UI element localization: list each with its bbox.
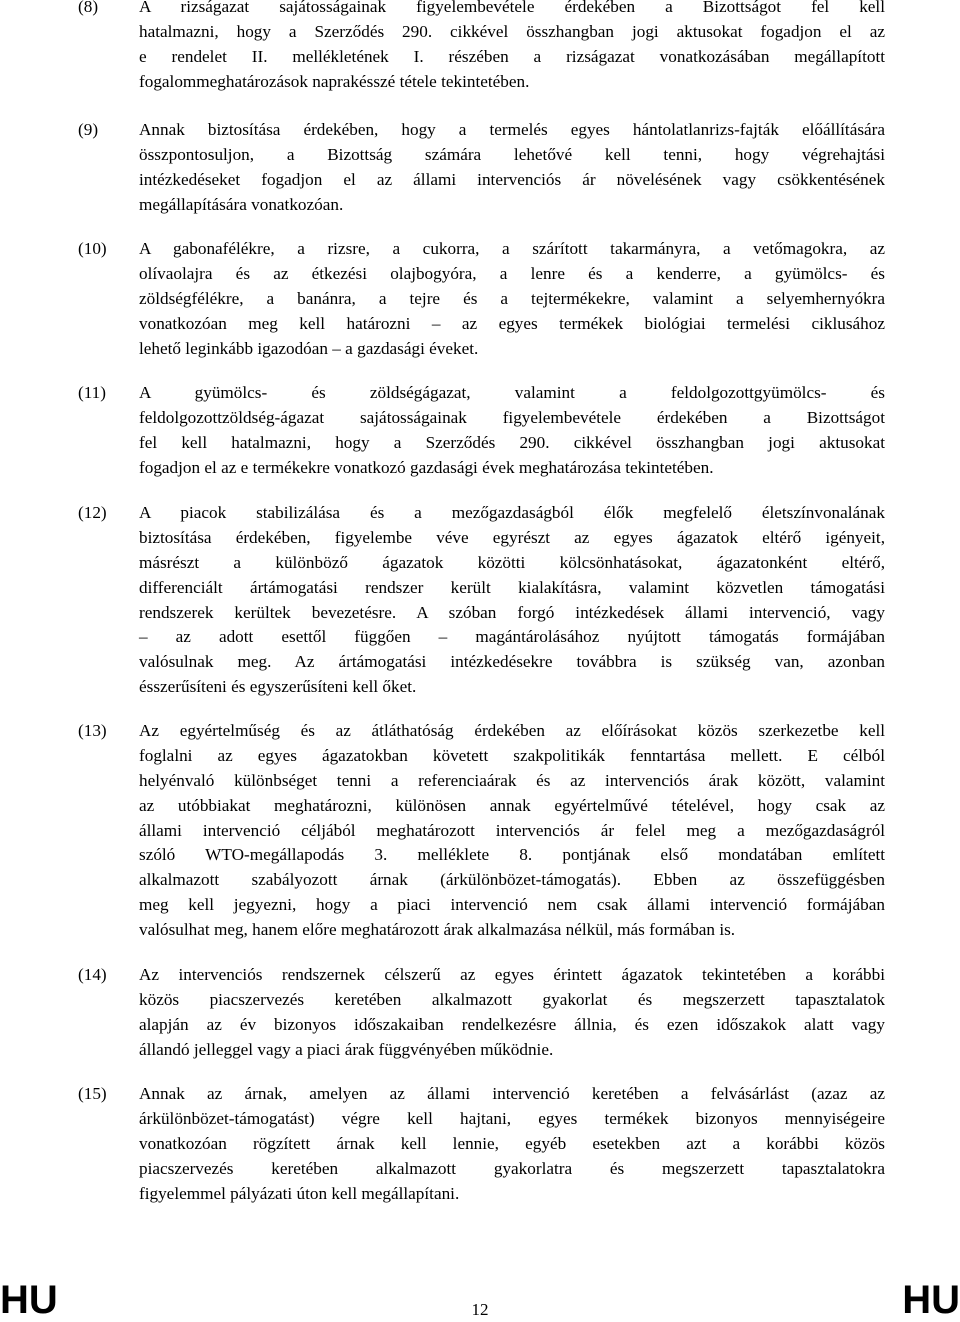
footer-language-code-right: HU: [902, 1278, 960, 1322]
recital-text: [139, 719, 885, 943]
text-line: fel kell hatalmazni, hogy a Szerződés 290. cikkével összhangban jogi aktusokat: [139, 432, 885, 452]
text-line: lehető leginkább igazodóan – a gazdasági éveket.: [139, 338, 479, 358]
recital-number: (8): [78, 0, 99, 16]
text-line: biztosítása érdekében, figyelembe véve egyrészt az egyes ágazatok eltérő igényeit,: [139, 527, 885, 547]
text-line: árkülönbözet-támogatást) végre kell hajtani, egyes termékek bizonyos mennyiségeire: [139, 1108, 885, 1128]
text-line: intézkedéseket fogadjon el az állami intervenciós ár növelésének vagy csökkentésének: [139, 169, 885, 189]
recital-text: [139, 963, 885, 1063]
text-line: ésszerűsíteni és egyszerűsíteni kell őket.: [139, 677, 417, 697]
text-line: Az egyértelműség és az átláthatóság érdekében az előírásokat közös szerkezetbe kell: [139, 721, 885, 740]
text-line: közös piacszervezés keretében alkalmazott gyakorlat és megszerzett tapasztalatok: [139, 989, 885, 1009]
text-line: differenciált ártámogatási rendszer került kialakításra, valamint közvetlen támogatási: [139, 577, 885, 597]
text-line: az utóbbiakat meghatározni, különösen annak egyértelművé tételével, hogy csak az: [139, 795, 885, 815]
text-line: A gyümölcs- és zöldségágazat, valamint a feldolgozottgyümölcs- és: [139, 383, 885, 402]
text-line: – az adott esettől függően – magántárolásához nyújtott támogatás formájában: [139, 627, 885, 647]
text-line: meg kell jegyezni, hogy a piaci intervenció nem csak állami intervenció formájában: [139, 895, 885, 915]
text-line: összpontosuljon, a Bizottság számára lehetővé kell tenni, hogy végrehajtási: [139, 144, 885, 164]
text-line: Annak az árnak, amelyen az állami intervenció keretében a felvásárlást (azaz az: [139, 1084, 885, 1103]
recital-number: (15): [78, 1084, 107, 1103]
text-line: helyénvaló különbséget tenni a referenciaárak és az intervenciós árak között, valamint: [139, 770, 885, 790]
recital-text: [139, 118, 885, 218]
text-line: fogadjon el az e termékekre vonatkozó gazdasági évek meghatározása tekintetében.: [139, 457, 714, 477]
text-line: vonatkozóan meg kell határozni – az egyes termékek biológiai termelési ciklusához: [139, 313, 885, 333]
recital-number: (14): [78, 965, 107, 984]
recital-number: (12): [78, 503, 107, 522]
text-line: figyelemmel pályázati úton kell megállapítani.: [139, 1183, 460, 1203]
recital-number: (11): [78, 383, 106, 402]
recital-number: (10): [78, 239, 107, 258]
text-line: piacszervezés keretében alkalmazott gyakorlatra és megszerzett tapasztalatokra: [139, 1158, 885, 1178]
text-line: Annak biztosítása érdekében, hogy a termelés egyes hántolatlanrizs-fajták előállítására: [139, 120, 885, 139]
text-line: foglalni az egyes ágazatokban követett szakpolitikák fenntartása mellett. E célból: [139, 745, 885, 765]
text-line: hatalmazni, hogy a Szerződés 290. cikkével összhangban jogi aktusokat fogadjon el az: [139, 21, 885, 41]
text-line: A piacok stabilizálása és a mezőgazdaságból élők megfelelő életszínvonalának: [139, 503, 885, 522]
recital-text: [139, 237, 885, 361]
text-line: másrészt a különböző ágazatok közötti kölcsönhatásokat, ágazatonként eltérő,: [139, 552, 885, 572]
recital-text: [139, 1082, 885, 1206]
text-line: szóló WTO-megállapodás 3. melléklete 8. pontjának első mondatában említett: [139, 845, 885, 865]
text-line: alapján az év bizonyos időszakaiban rendelkezésre állnia, és ezen időszakok alatt vagy: [139, 1014, 885, 1034]
text-line: zöldségfélékre, a banánra, a tejre és a tejtermékekre, valamint a selyemhernyókra: [139, 288, 885, 308]
footer-language-code-left: HU: [0, 1278, 58, 1322]
text-line: A rizságazat sajátosságainak figyelembevétele érdekében a Bizottságot fel kell: [139, 0, 885, 16]
text-line: alkalmazott szabályozott árnak (árkülönbözet-támogatás). Ebben az összefüggésben: [139, 870, 885, 890]
text-line: állami intervenció céljából meghatározott intervenciós ár felel meg a mezőgazdaságról: [139, 820, 885, 840]
text-line: fogalommeghatározások naprakésszé tétele tekintetében.: [139, 71, 530, 91]
recital-text: [139, 381, 885, 481]
text-line: A gabonafélékre, a rizsre, a cukorra, a szárított takarmányra, a vetőmagokra, az: [139, 239, 885, 258]
text-line: vonatkozóan rögzített árnak kell lennie, egyéb esetekben azt a korábbi közös: [139, 1133, 885, 1153]
recital-text: [139, 0, 885, 95]
page-number: 12: [471, 1300, 489, 1319]
recital-number: (13): [78, 721, 107, 740]
text-line: rendszerek kerültek bevezetésre. A szóban forgó intézkedések állami intervenció, vagy: [139, 602, 885, 622]
recital-number: (9): [78, 120, 99, 139]
text-line: e rendelet II. mellékletének I. részében a rizságazat vonatkozásában megállapított: [139, 46, 885, 66]
text-line: feldolgozottzöldség-ágazat sajátosságainak figyelembevétele érdekében a Bizottságot: [139, 407, 885, 427]
text-line: olívaolajra és az étkezési olajbogyóra, a lenre és a kenderre, a gyümölcs- és: [139, 263, 885, 283]
text-line: állandó jelleggel vagy a piaci árak függvényében működnie.: [139, 1039, 554, 1059]
text-line: valósulnak meg. Az ártámogatási intézkedésekre továbbra is szükség van, azonban: [139, 652, 885, 672]
text-line: Az intervenciós rendszernek célszerű az egyes érintett ágazatok tekintetében a korábbi: [139, 965, 885, 984]
text-line: valósulhat meg, hanem előre meghatározott árak alkalmazása nélkül, más formában is.: [139, 920, 736, 940]
recital-text: [139, 501, 885, 700]
text-line: megállapítására vonatkozóan.: [139, 194, 344, 214]
